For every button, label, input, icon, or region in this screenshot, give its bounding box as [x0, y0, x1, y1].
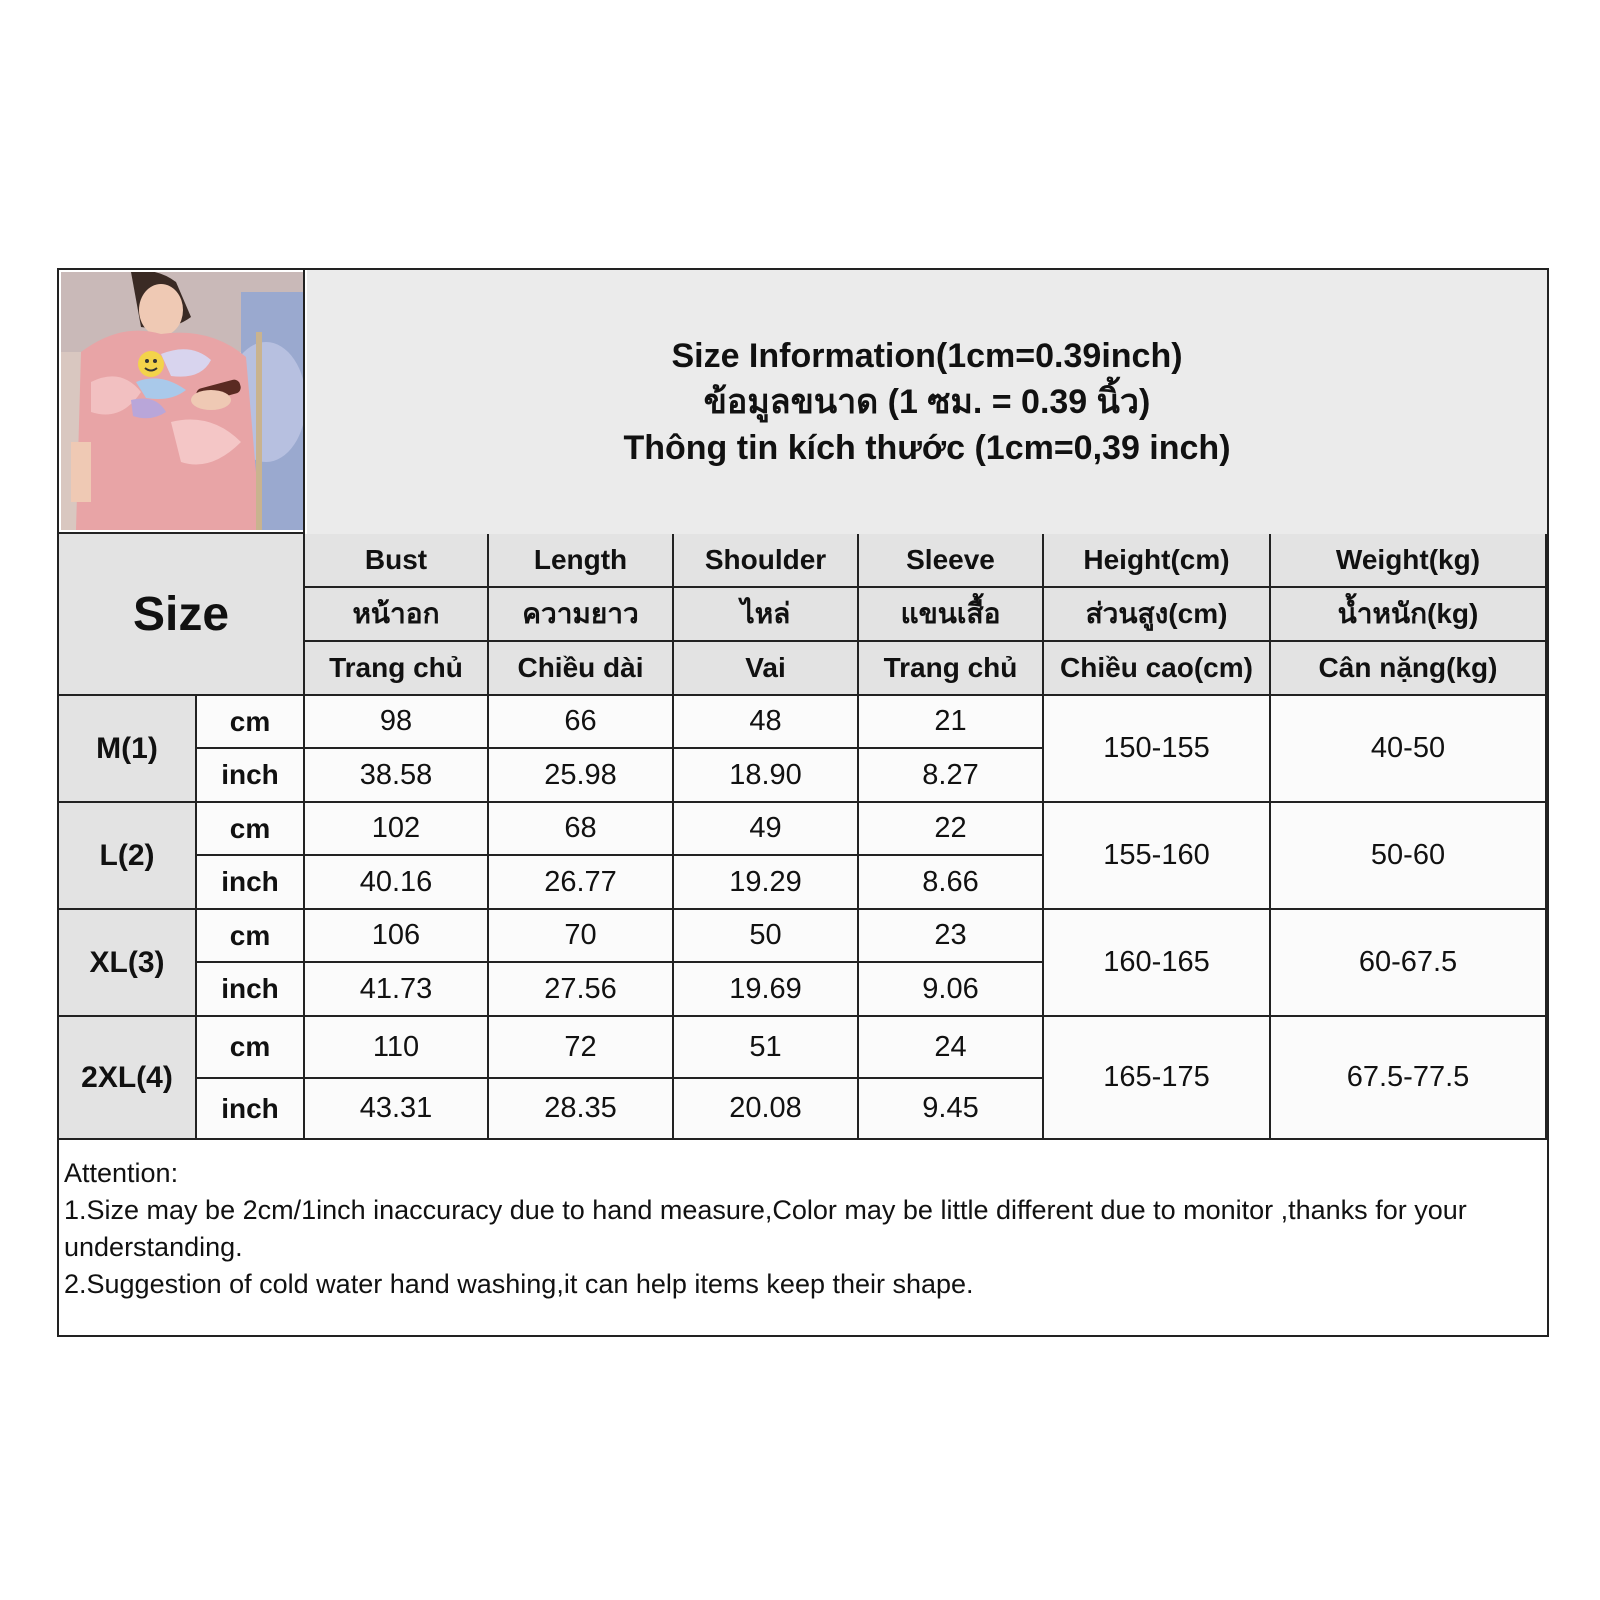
column-header-1-en: Bust	[305, 534, 489, 588]
measurement-cell: 9.06	[859, 963, 1044, 1017]
measurement-cell: 49	[674, 803, 859, 856]
measurement-cell: 38.58	[305, 749, 489, 803]
measurement-cell: 50	[674, 910, 859, 963]
measurement-cell: 25.98	[489, 749, 674, 803]
column-header-4-vi: Trang chủ	[859, 642, 1044, 696]
title-thai: ข้อมูลขนาด (1 ซม. = 0.39 นิ้ว)	[703, 383, 1151, 421]
title-english: Size Information(1cm=0.39inch)	[671, 337, 1183, 375]
column-header-2-en: Length	[489, 534, 674, 588]
measurement-cell: 110	[305, 1017, 489, 1079]
measurement-cell: 48	[674, 696, 859, 749]
measurement-cell: 41.73	[305, 963, 489, 1017]
column-header-6-th: น้ำหนัก(kg)	[1271, 588, 1547, 642]
unit-cm: cm	[197, 696, 305, 749]
measurement-cell: 43.31	[305, 1079, 489, 1140]
measurement-cell: 72	[489, 1017, 674, 1079]
title-vietnamese: Thông tin kích thước (1cm=0,39 inch)	[623, 429, 1231, 467]
measurement-cell: 21	[859, 696, 1044, 749]
column-header-1-th: หน้าอก	[305, 588, 489, 642]
column-header-3-vi: Vai	[674, 642, 859, 696]
weight-range-cell: 40-50	[1271, 696, 1547, 803]
unit-cm: cm	[197, 1017, 305, 1079]
weight-range-cell: 50-60	[1271, 803, 1547, 910]
size-information-title	[307, 270, 1547, 536]
photo-frame	[59, 270, 305, 534]
unit-inch: inch	[197, 749, 305, 803]
measurement-cell: 20.08	[674, 1079, 859, 1140]
measurement-cell: 26.77	[489, 856, 674, 910]
measurement-cell: 8.27	[859, 749, 1044, 803]
unit-cm: cm	[197, 803, 305, 856]
size-label: 2XL(4)	[59, 1017, 197, 1140]
measurement-cell: 98	[305, 696, 489, 749]
attention-note-1: 1.Size may be 2cm/1inch inaccuracy due to hand measure,Color may be little different due to monitor ,thanks for your understanding.	[64, 1195, 1467, 1262]
column-header-2-vi: Chiều dài	[489, 642, 674, 696]
measurement-cell: 40.16	[305, 856, 489, 910]
height-range-cell: 155-160	[1044, 803, 1271, 910]
column-header-5-vi: Chiều cao(cm)	[1044, 642, 1271, 696]
column-header-4-th: แขนเสื้อ	[859, 588, 1044, 642]
attention-note-2: 2.Suggestion of cold water hand washing,it can help items keep their shape.	[64, 1269, 974, 1299]
size-chart	[57, 268, 1549, 1337]
size-header-label: Size	[132, 587, 230, 641]
attention-heading: Attention:	[64, 1158, 179, 1188]
height-range-cell: 150-155	[1044, 696, 1271, 803]
measurement-cell: 24	[859, 1017, 1044, 1079]
measurement-cell: 102	[305, 803, 489, 856]
measurement-cell: 106	[305, 910, 489, 963]
measurement-cell: 23	[859, 910, 1044, 963]
unit-inch: inch	[197, 1079, 305, 1140]
column-header-4-en: Sleeve	[859, 534, 1044, 588]
column-header-6-vi: Cân nặng(kg)	[1271, 642, 1547, 696]
column-header-5-en: Height(cm)	[1044, 534, 1271, 588]
weight-range-cell: 67.5-77.5	[1271, 1017, 1547, 1140]
column-header-3-en: Shoulder	[674, 534, 859, 588]
measurement-cell: 19.29	[674, 856, 859, 910]
measurement-cell: 18.90	[674, 749, 859, 803]
column-header-5-th: ส่วนสูง(cm)	[1044, 588, 1271, 642]
measurement-cell: 66	[489, 696, 674, 749]
measurement-cell: 9.45	[859, 1079, 1044, 1140]
size-header	[59, 534, 305, 696]
height-range-cell: 160-165	[1044, 910, 1271, 1017]
measurement-cell: 27.56	[489, 963, 674, 1017]
column-header-2-th: ความยาว	[489, 588, 674, 642]
size-label: L(2)	[59, 803, 197, 910]
size-label: XL(3)	[59, 910, 197, 1017]
measurement-cell: 19.69	[674, 963, 859, 1017]
measurement-cell: 8.66	[859, 856, 1044, 910]
column-header-1-vi: Trang chủ	[305, 642, 489, 696]
height-range-cell: 165-175	[1044, 1017, 1271, 1140]
measurement-cell: 51	[674, 1017, 859, 1079]
unit-inch: inch	[197, 963, 305, 1017]
unit-cm: cm	[197, 910, 305, 963]
measurement-cell: 22	[859, 803, 1044, 856]
column-header-6-en: Weight(kg)	[1271, 534, 1547, 588]
column-header-3-th: ไหล่	[674, 588, 859, 642]
measurement-cell: 68	[489, 803, 674, 856]
unit-inch: inch	[197, 856, 305, 910]
measurement-cell: 28.35	[489, 1079, 674, 1140]
size-label: M(1)	[59, 696, 197, 803]
attention-notes	[64, 1155, 1534, 1303]
measurement-cell: 70	[489, 910, 674, 963]
weight-range-cell: 60-67.5	[1271, 910, 1547, 1017]
